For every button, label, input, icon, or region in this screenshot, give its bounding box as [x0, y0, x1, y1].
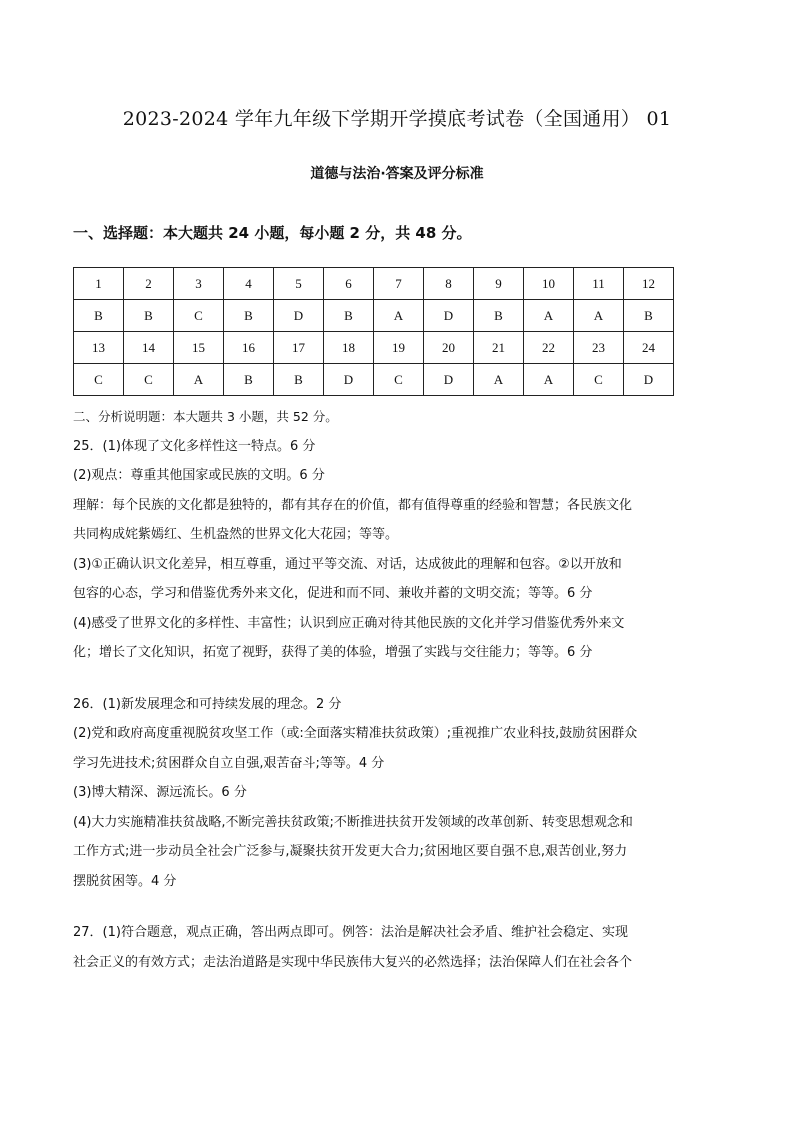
- table-cell: 18: [324, 332, 374, 364]
- table-cell: 9: [474, 268, 524, 300]
- table-cell: 12: [624, 268, 674, 300]
- table-cell: B: [124, 300, 174, 332]
- table-cell: A: [524, 364, 574, 396]
- table-cell: 13: [74, 332, 124, 364]
- table-cell: B: [224, 300, 274, 332]
- answer-table: [73, 267, 674, 396]
- table-cell: 20: [424, 332, 474, 364]
- table-cell: 6: [324, 268, 374, 300]
- q26-line: (3)博大精深、源远流长。6 分: [73, 785, 247, 800]
- table-cell: 16: [224, 332, 274, 364]
- table-cell: 17: [274, 332, 324, 364]
- table-cell: 24: [624, 332, 674, 364]
- table-cell: B: [474, 300, 524, 332]
- q25-line: 25．(1)体现了文化多样性这一特点。6 分: [73, 438, 316, 454]
- q27-line: 社会正义的有效方式；走法治道路是实现中华民族伟大复兴的必然选择；法治保障人们在社会各个: [73, 954, 633, 970]
- table-cell: 10: [524, 268, 574, 300]
- spacer: [73, 668, 677, 690]
- table-cell: B: [324, 300, 374, 332]
- table-cell: A: [524, 300, 574, 332]
- table-cell: A: [474, 364, 524, 396]
- table-cell: A: [174, 364, 224, 396]
- table-cell: C: [124, 364, 174, 396]
- section2-heading: 二、分析说明题：本大题共 3 小题，共 52 分。: [73, 409, 338, 424]
- table-cell: 15: [174, 332, 224, 364]
- table-cell: 8: [424, 268, 474, 300]
- table-cell: 3: [174, 268, 224, 300]
- table-cell: A: [574, 300, 624, 332]
- table-cell: B: [74, 300, 124, 332]
- table-cell: 21: [474, 332, 524, 364]
- table-cell: B: [274, 364, 324, 396]
- table-cell: D: [274, 300, 324, 332]
- table-cell: 5: [274, 268, 324, 300]
- q26-line: 26．(1)新发展理念和可持续发展的理念。2 分: [73, 696, 342, 712]
- table-cell: 19: [374, 332, 424, 364]
- q25-line: (3)①正确认识文化差异，相互尊重，通过平等交流、对话，达成彼此的理解和包容。②以开放和: [73, 556, 622, 572]
- table-row: [74, 300, 674, 332]
- table-cell: 22: [524, 332, 574, 364]
- q25-line: (2)观点：尊重其他国家或民族的文明。6 分: [73, 468, 325, 483]
- q26-line: 工作方式;进一步动员全社会广泛参与,凝聚扶贫开发更大合力;贫困地区要自强不息,艰苦创业,努力: [73, 844, 628, 859]
- q26-line: (4)大力实施精准扶贫战略,不断完善扶贫政策;不断推进扶贫开发领域的改革创新、转变思想观念和: [73, 814, 633, 830]
- page-title: 2023-2024 学年九年级下学期开学摸底考试卷（全国通用） 01: [122, 108, 672, 130]
- answer-content: [73, 402, 677, 977]
- table-row: [74, 332, 674, 364]
- table-cell: C: [574, 364, 624, 396]
- table-cell: D: [424, 364, 474, 396]
- table-cell: C: [374, 364, 424, 396]
- table-cell: 11: [574, 268, 624, 300]
- table-cell: B: [224, 364, 274, 396]
- table-cell: D: [324, 364, 374, 396]
- table-cell: A: [374, 300, 424, 332]
- q26-line: (2)党和政府高度重视脱贫攻坚工作（或:全面落实精准扶贫政策）;重视推广农业科技,鼓励贫困群众: [73, 726, 638, 741]
- table-row: [74, 268, 674, 300]
- table-cell: 1: [74, 268, 124, 300]
- document-subtitle: 道德与法治·答案及评分标准: [310, 166, 484, 182]
- table-cell: C: [74, 364, 124, 396]
- q25-line: 包容的心态，学习和借鉴优秀外来文化，促进和而不同、兼收并蓄的文明交流；等等。6 分: [73, 586, 593, 601]
- table-cell: 23: [574, 332, 624, 364]
- q25-line: (4)感受了世界文化的多样性、丰富性；认识到应正确对待其他民族的文化并学习借鉴优秀外来文: [73, 615, 625, 631]
- table-cell: D: [424, 300, 474, 332]
- spacer: [73, 896, 677, 918]
- section1-heading: 一、选择题：本大题共 24 小题，每小题 2 分，共 48 分。: [73, 224, 472, 242]
- q25-line: 化；增长了文化知识，拓宽了视野，获得了美的体验，增强了实践与交往能力；等等。6 分: [73, 645, 593, 660]
- table-cell: 7: [374, 268, 424, 300]
- q26-line: 摆脱贫困等。4 分: [73, 873, 177, 889]
- table-cell: D: [624, 364, 674, 396]
- q27-line: 27．(1)符合题意，观点正确，答出两点即可。例答：法治是解决社会矛盾、维护社会稳定、实现: [73, 925, 628, 940]
- table-cell: B: [624, 300, 674, 332]
- table-cell: 4: [224, 268, 274, 300]
- table-cell: 2: [124, 268, 174, 300]
- q25-line: 共同构成姹紫嫣红、生机盎然的世界文化大花园；等等。: [73, 527, 399, 542]
- table-row: [74, 364, 674, 396]
- table-cell: C: [174, 300, 224, 332]
- q26-line: 学习先进技术;贫困群众自立自强,艰苦奋斗;等等。4 分: [73, 755, 385, 771]
- q25-line: 理解：每个民族的文化都是独特的，都有其存在的价值，都有值得尊重的经验和智慧；各民族文化: [73, 497, 633, 513]
- table-cell: 14: [124, 332, 174, 364]
